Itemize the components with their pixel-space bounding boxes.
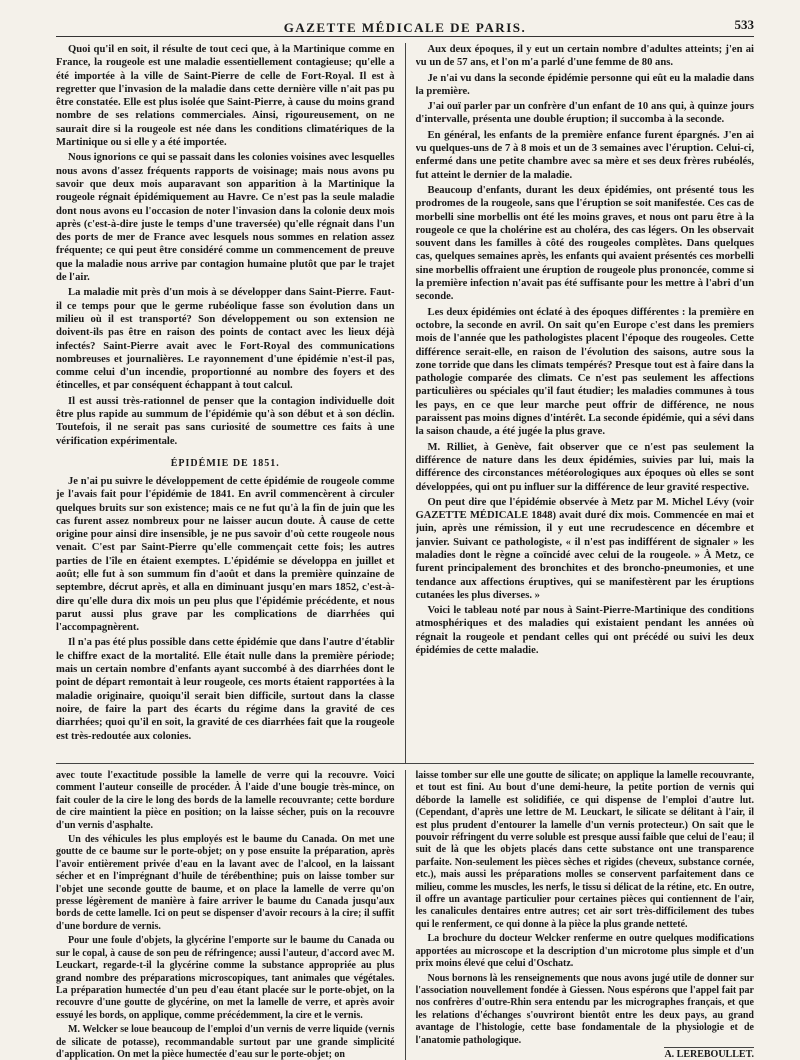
paragraph: En général, les enfants de la première enfance furent épargnés. J'en ai vu quelques-uns de 7 à 8 mois et un de 3 semaines avec l'éruption. Celui-ci, enfermé dans une petite chambre avec sa mère et ses deux frères rubéolés, fut atteint le dernier de la maladie.	[415, 129, 754, 181]
paragraph: La brochure du docteur Welcker renferme en outre quelques modifications apportées au microscope et la description d'un microtome plus simple et d'un prix moins élevé que celui d'Oschatz.	[415, 933, 754, 970]
column-rule	[405, 43, 406, 763]
column-rule	[405, 770, 406, 1060]
section-title: ÉPIDÉMIE DE 1851.	[170, 457, 280, 469]
paragraph: Quoi qu'il en soit, il résulte de tout ceci que, à la Martinique comme en France, la rougeole est une maladie essentiellement contagieuse; qu'elle a été importée à la ville de Saint-Pierre de celle de Fort-Royal. Il est à regretter que l'invasion de la maladie dans cette dernière ville n'ait pas pu être constatée. Elle est plus isolée que Saint-Pierre, à cause du moins grand nombre de ses relations commerciales. Ainsi, rigoureusement, on ne saurait dire si la rougeole est née dans les conditions climatériques de la Martinique ou si elle y a été importée.	[56, 44, 395, 149]
lower-article	[56, 770, 754, 1060]
paragraph: Un des véhicules les plus employés est le baume du Canada. On met une goutte de ce baume sur le porte-objet; on y pose ensuite la préparation, après l'avoir entièrement privée d'eau en la lavant avec de l'alcool, en la laissant sécher et en l'imprégnant d'huile de térébenthine; puis on laisse tomber sur l'objet une seconde goutte de baume, et on place la lamelle de verre qu'on presse légèrement de manière à faire arriver le baume du Canada jusqu'aux bords de cette lamelle. Ici on peut se dispenser d'avoir recours à la cire; il suffit d'une bordure de vernis.	[56, 834, 395, 932]
paragraph: Je n'ai pu suivre le développement de cette épidémie de rougeole comme je l'avais fait pour l'épidémie de 1841. En avril commencèrent à circuler quelques bruits sur son existence; mais ce ne fut qu'à la fin de juin que les cas furent assez nombreux pour ne laisser aucun doute. À cause de cette origine pour ainsi dire insensible, je ne pus savoir d'où cette rougeole nous venait. C'est par Saint-Pierre qu'elle commençait cette fois; les autres parties de l'île en étaient exemptes. L'épidémie se développa en juillet et août; elle fut à son summum fin d'août et dans la première quinzaine de septembre, décrut après, et alla en diminuant jusqu'en mars 1852, c'est-à-dire qu'elle dura dix mois un peu plus que l'épidémie précédente, et nous parut aussi plus grave par les complications de diarrhées qui l'accompagnèrent.	[56, 475, 395, 634]
paragraph: Je n'ai vu dans la seconde épidémie personne qui eût eu la maladie dans la première.	[415, 72, 754, 97]
lower-left-column	[56, 770, 395, 1060]
paragraph: Pour une foule d'objets, la glycérine l'emporte sur le baume du Canada ou sur le copal, à cause de son peu de réfringence; aussi l'auteur, d'accord avec M. Leuckart, regarde-t-il la glycérine comme la substance appropriée au plus grand nombre des préparations microscopiques, tant animales que végétales. La préparation humectée d'un peu d'eau étant placée sur le porte-objet, on la recouvre d'une goutte de glycérine, on met la lamelle de verre, et après avoir essuyé les bords, on applique, comme précédemment, la cire et le vernis.	[56, 935, 395, 1021]
upper-left-column	[56, 43, 395, 763]
journal-title: GAZETTE MÉDICALE DE PARIS.	[283, 20, 527, 35]
page-number: 533	[734, 17, 754, 32]
paragraph: Voici le tableau noté par nous à Saint-Pierre-Martinique des conditions atmosphériques et des maladies qui existaient pendant les années où régnait la rougeole et pendant celles qui ont précédé ou suivi les deux épidémies de cette maladie.	[415, 605, 754, 657]
paragraph: Aux deux époques, il y eut un certain nombre d'adultes atteints; j'en ai vu un de 57 ans, et l'on m'a parlé d'une femme de 80 ans.	[415, 44, 754, 69]
paragraph: La maladie mit près d'un mois à se développer dans Saint-Pierre. Faut-il ce temps pour que le germe rubéolique fasse son évolution dans un milieu où il est transporté? Son développement ou son extension ne doivent-ils pas être en raison des points de contact avec les lieux déjà infectés? Saint-Pierre avait avec le Fort-Royal des communications nombreuses et journalières. Le rayonnement d'une épidémie n'est-il pas, comme celui d'un incendie, proportionné au nombre des foyers et des étincelles, et par conséquent échappant à tout calcul.	[56, 287, 395, 392]
lower-right-column	[416, 770, 755, 1060]
signature	[416, 1049, 755, 1060]
paragraph: Les deux épidémies ont éclaté à des époques différentes : la première en octobre, la seconde en avril. On sait qu'en Europe c'est dans les premiers mois de l'année que les pathologistes placent l'époque des rougeoles. Cette différence serait-elle, en raison de l'évolution des saisons, autre sous la zone torride que dans les climats tempérés? Presque tout est à faire dans la pathologie comparée des climats. Ce n'est pas seulement les affections particulières ou spéciales qu'il faut étudier; les maladies communes à tous les pays, en ce que leur marche peut offrir de différence, ne nous paraissent pas moins dignes d'intérêt. La seconde épidémie, qui a sévi dans la saison chaude, a été jugée la plus grave.	[415, 306, 754, 438]
paragraph: Il n'a pas été plus possible dans cette épidémie que dans l'autre d'établir le chiffre exact de la mortalité. Elle était nulle dans la première période; mais un certain nombre d'enfants ayant succombé à des diarrhées dont le point de départ remontait à leur rougeole, ces morts étaient rapportées à la maladie originaire, quoiqu'il serait bien difficile, surtout dans la classe noire, de faire la part des écarts du régime dans la gravité de ces diarrhées; quoi qu'il en soit, la gravité de ces diarrhées fait que la rougeole est très-redoutée aux colonies.	[56, 637, 395, 742]
paragraph: On peut dire que l'épidémie observée à Metz par M. Michel Lévy (voir GAZETTE MÉDICALE 1848) avait duré dix mois. Commencée en mai et juin, après une rémission, il y eut une recrudescence en décembre et janvier. Suivant ce pathologiste, « il n'est pas indifférent de signaler » les maladies dont le règne a coïncidé avec celui de la rougeole. » À Metz, ce furent principalement des bronchites et des broncho-pneumonies, et une tendance aux affections éruptives, qui se manifestèrent par les éruptions cutanées les plus diverses. »	[415, 496, 754, 601]
paragraph: Nous ignorions ce qui se passait dans les colonies voisines avec lesquelles nous avons d'assez fréquents rapports de voisinage; mais nous avons pu savoir que deux mois auparavant son apparition à la Martinique la rougeole régnait épidémiquement au Havre. Ce n'est pas la seule maladie dont nous avons eu l'occasion de noter l'invasion dans la colonie deux mois après (c'est-à-dire juste le temps d'une traversée) qu'elle régnait dans l'un des ports de mer de France avec lesquels nous sommes en relation assez fréquente; ce qui peut être considéré comme un commencement de preuve que la maladie nous arrive par contagion humaine plutôt que par le trajet de l'air.	[56, 152, 395, 284]
paragraph: laisse tomber sur elle une goutte de silicate; on applique la lamelle recouvrante, et tout est fini. Au bout d'une demi-heure, la petite portion de vernis qui déborde la lamelle est solidifiée, ce qui dispense de l'emploi d'autre lut. (Cependant, d'après une lettre de M. Leuckart, le silicate se délitant à l'air, il est plus prudent d'entourer la lamelle d'un vernis protecteur.) On sait que le pouvoir réfringent du verre soluble est presque aussi faible que celui de l'eau; il suit de là que les objets placés dans cette substance ont une transparence parfaite. Non-seulement les pièces sèches et rigides (cheveux, substance cornée, etc.), mais aussi les préparations molles se conservent parfaitement dans ce milieu, comme les muscles, les nerfs, le tissu si délicat de la rétine, etc. En outre, il offre un avantage particulier pour certaines pièces qui contiennent de l'air, les canalicules dentaires entre autres; cet air sort très-difficilement des tubes qui le renferment, ce qui donne à la pièce la plus grande netteté.	[415, 770, 754, 930]
signature-text: A. LEREBOULLET.	[664, 1048, 754, 1060]
paragraph: Beaucoup d'enfants, durant les deux épidémies, ont présenté tous les prodromes de la rougeole, sans que l'éruption se soit manifestée. Ces cas de morbelli sine morbellis ont été les moins graves, et nous ont paru être à la rougeole ce que la cholérine est au choléra, des cas légers. On les observait souvent dans les familles à côté des rougeoles complètes. Dans quelques cas, quelques semaines après, les enfants qui avaient présentés ces morbelli sine morbellis offraient une éruption de rougeole plus prononcée, comme si la première infection n'avait pas été suffisante pour les mettre à l'abri d'un seconde.	[415, 184, 754, 303]
paragraph: Il est aussi très-rationnel de penser que la contagion individuelle doit être plus rapide au summum de l'épidémie qu'à son début et à son déclin. Toutefois, il ne serait pas sans curiosité de soumettre ces faits à une vérification expérimentale.	[56, 395, 395, 447]
paragraph: J'ai ouï parler par un confrère d'un enfant de 10 ans qui, à quinze jours d'intervalle, présenta une double éruption; il succomba à la seconde.	[415, 101, 754, 126]
upper-article	[56, 43, 754, 764]
upper-right-column	[416, 43, 755, 763]
paragraph: Nous bornons là les renseignements que nous avons jugé utile de donner sur l'association nouvellement fondée à Giessen. Nous espérons que l'appel fait par nos confrères d'outre-Rhin sera entendu par les micrographes français, et que les relations d'échanges s'ouvriront bientôt entre les deux pays, au grand avantage de l'histologie, cette base fondamentale de la physiologie et de l'anatomie pathologique.	[415, 972, 754, 1046]
paragraph: avec toute l'exactitude possible la lamelle de verre qui la recouvre. Voici comment l'auteur conseille de procéder. À l'aide d'une bougie très-mince, on fait couler de la cire le long des bords de la lamelle recouvrante; cette bordure de cire maintient la pièce en position; on la laisse sécher, puis on la recouvre d'un vernis d'asphalte.	[56, 770, 395, 831]
paragraph: M. Welcker se loue beaucoup de l'emploi d'un vernis de verre liquide (vernis de silicate de potasse), recommandable surtout par une grande simplicité d'application. On met la pièce humectée d'eau sur le porte-objet; on	[56, 1024, 395, 1060]
page-header	[56, 14, 754, 37]
paragraph: M. Rilliet, à Genève, fait observer que ce n'est pas seulement la différence de nature dans les deux épidémies, suivies par lui, mais la différence des circonstances météorologiques aux époques où elles se sont développées, qui ont pu influer sur la différence de leur gravité respective.	[415, 441, 754, 493]
